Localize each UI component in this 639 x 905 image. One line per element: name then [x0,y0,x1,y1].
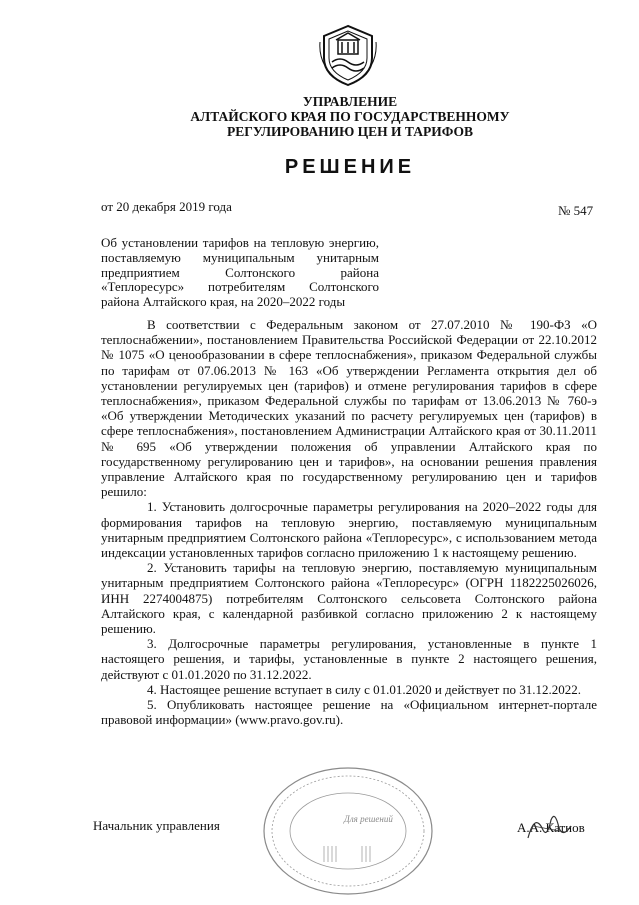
decision-item-1: 1. Установить долгосрочные параметры регулирования на 2020–2022 годы для формирования тарифов на тепловую энергию, поставляемую муниципальным унитарным предприятием Солтонского района «Теплоресурс», с использованием метода индексации установленных тарифов согласно приложению 1 к настоящему решению. [101,499,597,561]
handwritten-signature [525,808,575,842]
decision-item-2: 2. Установить тарифы на тепловую энергию, поставляемую муниципальным унитарным предприятием Солтонского района «Теплоресурс» (ОГРН 1182225026026, ИНН 2274004875) потребителям Солтонского сельсовета Солтонского района Алтайского края, с календарной разбивкой согласно приложению 2 к настоящему решению. [101,560,597,637]
preamble-paragraph: В соответствии с Федеральным законом от 27.07.2010 № 190-ФЗ «О теплоснабжении», постановлением Правительства Российской Федерации от 22.10.2012 № 1075 «О ценообразовании в сфере теплоснабжения», приказом Федеральной службы по тарифам от 07.06.2013 № 163 «Об утверждении Регламента открытия дел об установлении регулируемых цен (тарифов) и отмене регулирования тарифов в сфере теплоснабжения», приказом Федеральной службы по тарифам от 13.06.2013 № 760-э «Об утверждении Методических указаний по расчету регулируемых цен (тарифов) в сфере теплоснабжения», постановлением Администрации Алтайского края от 30.11.2011 № 695 «Об утверждении положения об управлении Алтайского края по государственному регулированию цен и тарифов», на основании решения правления управление Алтайского края по государственному регулированию цен и тарифов решило: [101,317,597,500]
signatory-position: Начальник управления [93,818,220,833]
coat-of-arms-emblem [318,22,378,88]
decision-body [101,317,597,727]
decision-item-5: 5. Опубликовать настоящее решение на «Официальном интернет-портале правовой информации» (www.pravo.gov.ru). [101,697,597,728]
issuing-authority [100,94,600,139]
document-type-title: РЕШЕНИЕ [284,156,416,178]
stamp-text: Для решений [344,814,393,824]
decision-item-4: 4. Настоящее решение вступает в силу с 01.01.2020 и действует по 31.12.2022. [147,681,582,697]
decision-item-3: 3. Долгосрочные параметры регулирования, установленные в пункте 1 настоящего решения, и тарифы, установленные в пункте 2 настоящего решения, действуют с 01.01.2020 по 31.12.2022. [101,636,597,682]
decision-date: от 20 декабря 2019 года [101,199,232,214]
org-line-1: УПРАВЛЕНИЕ [302,94,398,109]
official-stamp [262,766,434,896]
org-line-3: РЕГУЛИРОВАНИЮ ЦЕН И ТАРИФОВ [226,124,474,139]
org-line-2: АЛТАЙСКОГО КРАЯ ПО ГОСУДАРСТВЕННОМУ [190,109,510,124]
decision-subject: Об установлении тарифов на тепловую энергию, поставляемую муниципальным унитарным предприятием Солтонского района «Теплоресурс» потребителям Солтонского района Алтайского края, на 2020–2022 годы [101,235,379,310]
signatory-name: А.А. Катнов [517,820,585,835]
decision-number: № 547 [558,203,594,218]
